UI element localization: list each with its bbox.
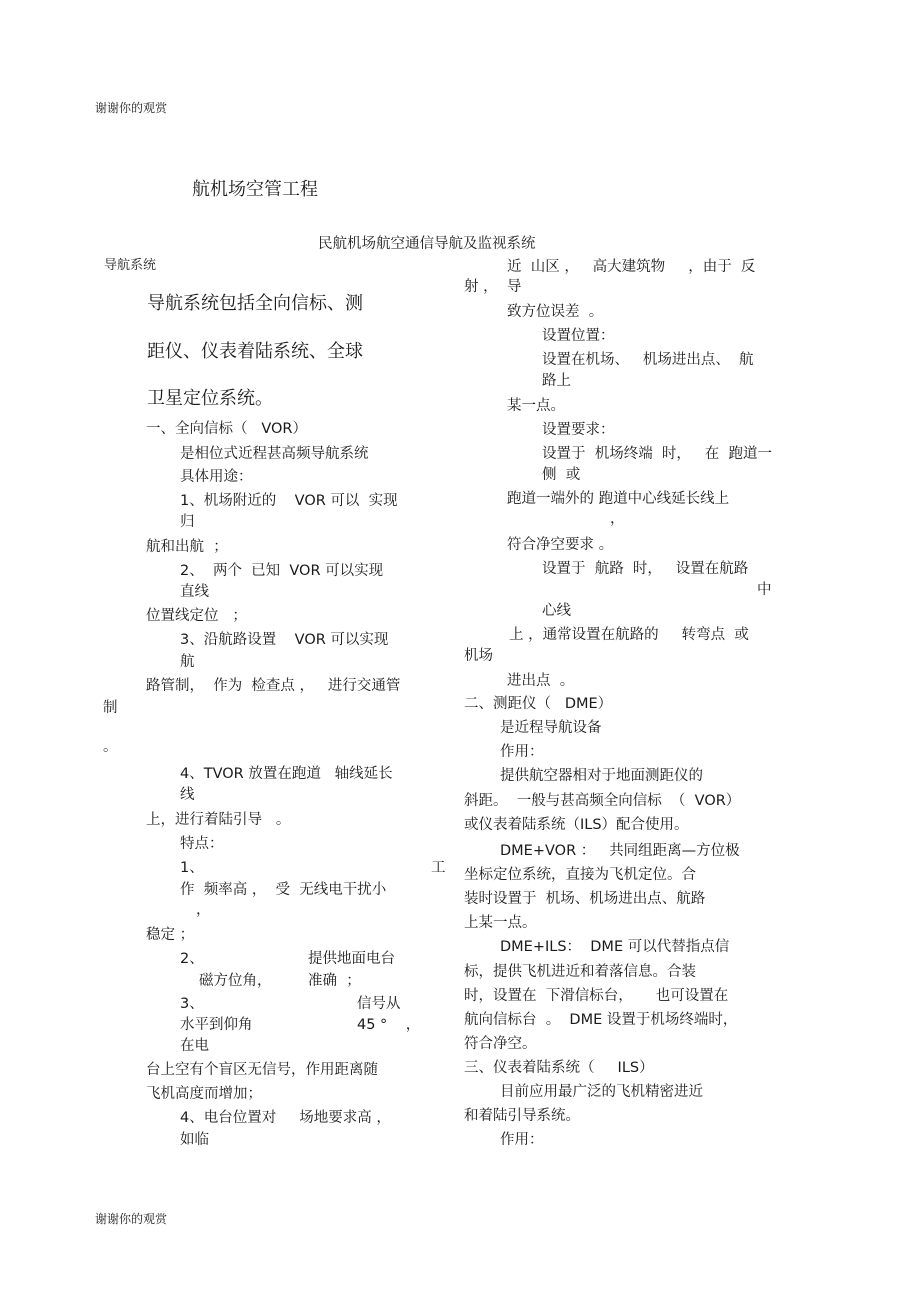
text-line: 是近程导航设备 [500,720,602,736]
section-heading-dme: 二、测距仪（ DME） [464,696,613,712]
text-line: 设置于 航路 时， 设置在航路 [542,561,749,577]
text-line: 磁方位角， [199,973,272,989]
page-header: 谢谢你的观赏 [95,101,168,115]
text-line: 某一点。 [507,398,565,414]
text-line: 具体用途： [180,469,253,485]
text-line: 工 [431,860,446,876]
text-line: 中 [757,582,772,598]
text-line: 归 [180,514,195,530]
text-line: 作用： [500,1132,544,1148]
text-line: 设置位置： [542,328,615,344]
text-line: 航向信标台 。 DME 设置于机场终端时， [464,1012,738,1028]
text-line: 上某一点。 [464,915,537,931]
page-footer: 谢谢你的观赏 [95,1212,168,1226]
text-line: 稳定 ； [146,927,195,943]
text-line: 目前应用最广泛的飞机精密进近 [500,1084,703,1100]
text-line: 3、沿航路设置 VOR 可以实现 [180,632,389,648]
text-line: 制 [103,700,118,716]
text-line: 心线 [542,603,571,619]
text-line: 符合净空。 [464,1036,537,1052]
text-line: 设置要求： [542,422,615,438]
text-line: 作用： [500,744,544,760]
text-line: 直线 [180,584,209,600]
text-line: 3、 [180,996,204,1012]
text-line: ， [610,511,625,527]
intro-line: 导航系统包括全向信标、测 [147,293,363,314]
text-line: 是相位式近程甚高频导航系统 [180,446,369,462]
text-line: 坐标定位系统，直接为飞机定位。合 [464,867,696,883]
text-line: 符合净空要求 。 [507,537,614,553]
text-line: 1、 [180,860,204,876]
text-line: 斜距。 一般与甚高频全向信标 （ VOR） [464,793,741,809]
text-line: 4、TVOR 放置在跑道 轴线延长 [180,766,393,782]
text-line: 上，进行着陆引导 。 [146,812,291,828]
text-line: 标，提供飞机进近和着落信息。合装 [464,964,696,980]
text-line: 致方位误差 。 [507,304,604,320]
text-line: 路管制， 作为 检查点 ， 进行交通管 [146,678,401,694]
section-title: 民航机场航空通信导航及监视系统 [318,236,536,252]
text-line: 线 [180,787,195,803]
text-line: DME+ILS： DME 可以代替指点信 [500,939,730,955]
text-line: 45 ° ， [357,1017,421,1033]
text-line: 近 山区 ， 高大建筑物 ，由于 反 [507,259,756,275]
text-line: 作 频率高 ， 受 无线电干扰小 [180,882,387,898]
text-line: 装时设置于 机场、机场进出点、航路 [464,891,706,907]
text-line: 位置线定位 ； [146,608,247,624]
text-line: 上 ，通常设置在航路的 转弯点 或 [509,627,749,643]
text-line: 跑道一端外的 跑道中心线延长线上 [507,491,730,507]
intro-line: 距仪、仪表着陆系统、全球 [147,341,363,362]
text-line: 2、 两个 已知 VOR 可以实现 [180,563,384,579]
text-line: 准确 ； [308,973,361,989]
text-line: 设置于 机场终端 时， 在 跑道一 [542,446,772,462]
text-line: 提供地面电台 [308,951,395,967]
text-line: 进出点 。 [507,673,575,689]
text-line: 航 [180,654,195,670]
text-line: 4、电台位置对 场地要求高 ， [180,1110,391,1126]
text-line: 航和出航 ； [146,539,228,555]
document-title: 航机场空管工程 [192,179,318,200]
text-line: 在电 [180,1038,209,1054]
text-line: 飞机高度而增加； [146,1086,262,1102]
text-line: 路上 [542,373,571,389]
text-line: 如临 [180,1132,209,1148]
text-line: 和着陆引导系统。 [464,1108,580,1124]
nav-system-heading: 导航系统 [104,258,157,273]
text-line: 时，设置在 下滑信标台， 也可设置在 [464,988,729,1004]
section-heading-ils: 三、仪表着陆系统（ ILS） [464,1060,654,1076]
text-line: 台上空有个盲区无信号，作用距离随 [146,1062,378,1078]
text-line: 机场 [464,648,493,664]
intro-line: 卫星定位系统。 [147,388,273,409]
text-line: ， [196,902,211,918]
section-heading-vor: 一、全向信标（ VOR） [146,421,307,437]
text-line: 设置在机场、 机场进出点、 航 [542,352,754,368]
text-line: 射 ， 导 [464,279,522,295]
text-line: 特点： [180,836,224,852]
text-line: 2、 [180,951,204,967]
text-line: DME+VOR ： 共同组距离—方位极 [500,843,740,859]
text-line: 1、机场附近的 VOR 可以 实现 [180,493,398,509]
text-line: 提供航空器相对于地面测距仪的 [500,768,703,784]
text-line: 。 [103,739,118,755]
text-line: 或仪表着陆系统（ILS）配合使用。 [464,817,689,833]
text-line: 水平到仰角 [180,1017,253,1033]
text-line: 信号从 [357,996,401,1012]
text-line: 侧 或 [542,467,581,483]
